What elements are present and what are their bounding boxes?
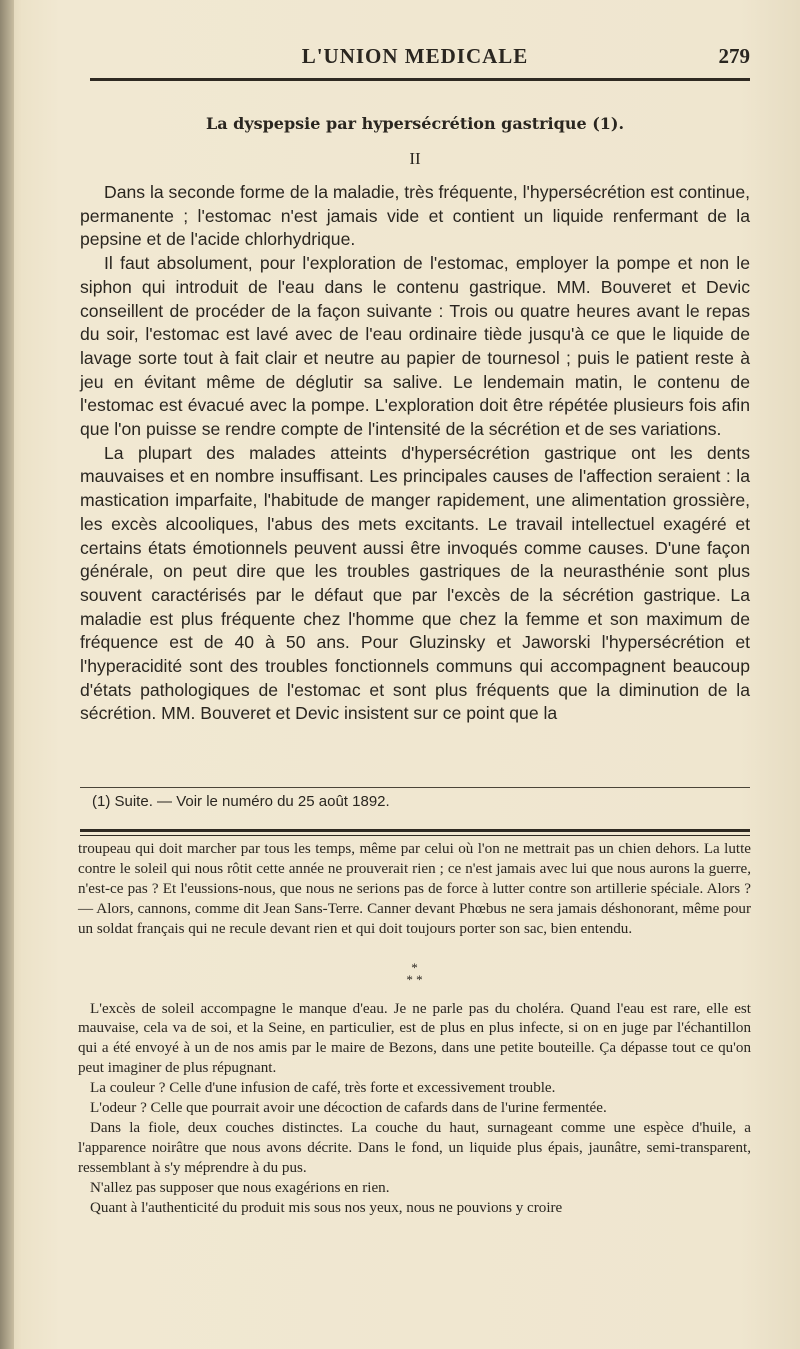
article-paragraph: La plupart des malades atteints d'hypersécrétion gastrique ont les dents mauvaises et en nombre insuffisant. Les principales causes de l'affection seraient : la mastication imparfaite, l'habitude de manger rapidement, une alimentation grossière, les excès alcooliques, l'abus des mets excitants. Le travail intellectuel exagéré et certains états émotionnels peuvent aussi être invoqués comme causes. D'une façon générale, on peut dire que les troubles gastriques de la neurasthénie sont plus souvent caractérisés par le défaut que par l'excès de la sécrétion gastrique. La maladie est plus fréquente chez l'homme que chez la femme et son maximum de fréquence est de 40 à 50 ans. Pour Gluzinsky et Jaworski l'hypersécrétion et l'hyperacidité sont des troubles fonctionnels communs qui accompagnent beaucoup d'états pathologiques de l'estomac et sont plus fréquents que la diminution de la sécrétion. MM. Bouveret et Devic insistent sur ce point que la: [80, 442, 750, 724]
journal-title: L'UNION MEDICALE: [301, 44, 529, 68]
section-number: II: [409, 149, 421, 168]
separator-stars: * *: [406, 971, 423, 987]
section-separator: [78, 959, 751, 987]
book-spine-shadow: [0, 0, 14, 1349]
feuilleton-paragraph: Dans la fiole, deux couches distinctes. La couche du haut, surnageant comme une espèce d'huile, a l'apparence noirâtre que nous avons décrite. Dans le fond, un liquide plus épais, jaunâtre, semi-transparent, ressemblant à s'y méprendre à du pus.: [78, 1119, 751, 1176]
feuilleton-rule: [80, 829, 750, 832]
article-title: La dyspepsie par hypersécrétion gastrique (1).: [205, 114, 625, 133]
feuilleton-paragraph: troupeau qui doit marcher par tous les temps, même par celui où l'on ne mettrait pas un chien dehors. La lutte contre le soleil qui nous rôtit cette année ne prouverait rien ; ce n'est jamais avec lui que nous aurons la guerre, n'est-ce pas ? Et l'eussions-nous, que nous ne serions pas de force à lutter contre son artillerie spéciale. Alors ? — Alors, cannons, comme dit Jean Sans-Terre. Canner devant Phœbus ne sera jamais déshonorant, même pour un soldat français qui ne recule devant rien et qui doit toujours porter son sac, bien entendu.: [78, 841, 751, 937]
running-header: [80, 42, 750, 82]
feuilleton-paragraph: L'excès de soleil accompagne le manque d'eau. Je ne parle pas du choléra. Quand l'eau est rare, elle est mauvaise, cela va de soi, et la Seine, en particulier, est de plus en plus infecte, si on en juge par l'échantillon qui a été envoyé à un de nos amis par le maire de Bezons, dans une petite bouteille. Ça dépasse tout ce qu'on peut imaginer de plus répugnant.: [78, 1000, 751, 1077]
article-paragraph: Il faut absolument, pour l'exploration de l'estomac, employer la pompe et non le siphon qui introduit de l'eau dans le contenu gastrique. MM. Bouveret et Devic conseillent de procéder de la façon suivante : Trois ou quatre heures avant le repas du soir, l'estomac est lavé avec de l'eau ordinaire tiède jusqu'à ce que le liquide de lavage sorte tout à fait clair et neutre au papier de tournesol ; puis le patient reste à jeu en évitant même de déglutir sa salive. Le lendemain matin, le contenu de l'estomac est évacué avec la pompe. L'exploration doit être répétée plusieurs fois afin que l'on puisse se rendre compte de l'intensité de la sécrétion et de ses variations.: [80, 253, 750, 440]
feuilleton: [78, 840, 751, 1219]
article: [80, 114, 750, 726]
article-paragraph: Dans la seconde forme de la maladie, très fréquente, l'hypersécrétion est continue, permanente ; l'estomac n'est jamais vide et contient un liquide renfermant de la pepsine et de l'acide chlorhydrique.: [80, 182, 750, 250]
feuilleton-paragraph: Quant à l'authenticité du produit mis sous nos yeux, nous ne pouvions y croire: [90, 1199, 563, 1216]
feuilleton-rule-thin: [80, 835, 750, 836]
footnote-rule: [80, 787, 750, 788]
header-rule: [90, 78, 750, 81]
feuilleton-paragraph: L'odeur ? Celle que pourrait avoir une décoction de cafards dans de l'urine fermentée.: [90, 1100, 607, 1117]
separator-star: *: [411, 959, 418, 975]
page-number: 279: [718, 44, 750, 68]
feuilleton-paragraph: N'allez pas supposer que nous exagérions en rien.: [90, 1179, 390, 1196]
footnote: (1) Suite. — Voir le numéro du 25 août 1892.: [92, 793, 390, 810]
feuilleton-paragraph: La couleur ? Celle d'une infusion de café, très forte et excessivement trouble.: [90, 1080, 556, 1097]
